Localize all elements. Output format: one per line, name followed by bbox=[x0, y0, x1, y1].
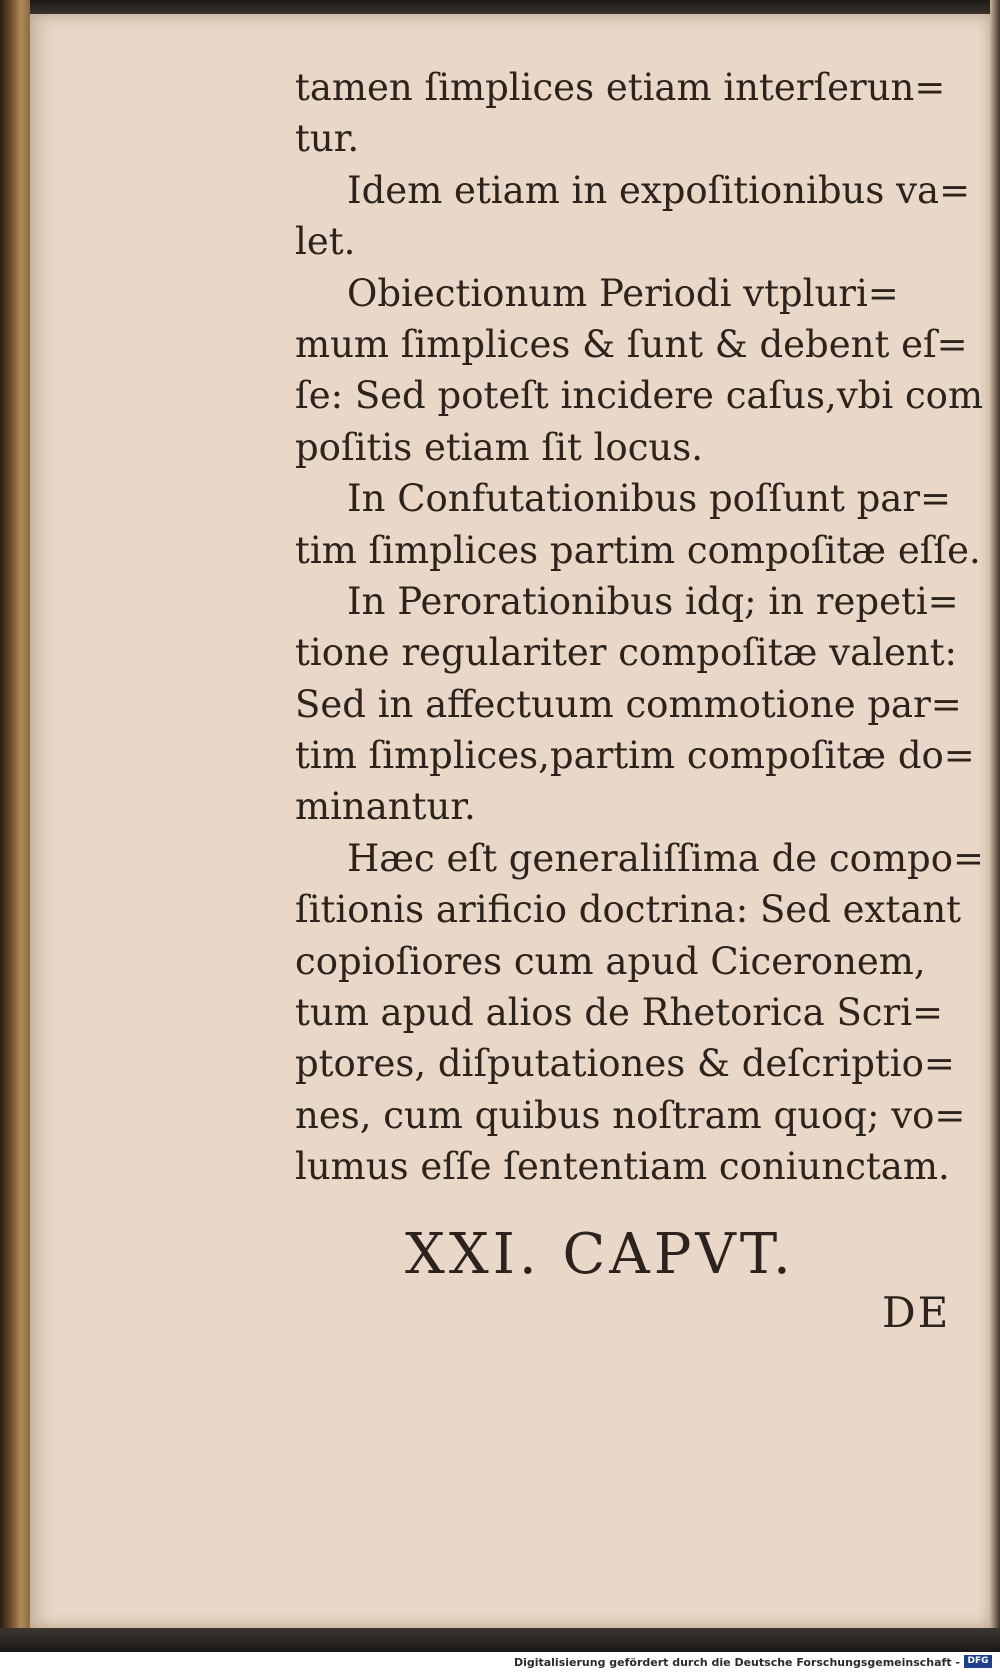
text-line: minantur. bbox=[295, 785, 476, 829]
text-line: tamen ſimplices etiam interſerun= bbox=[295, 66, 946, 109]
text-line: nes, cum quibus noſtram quoq; vo= bbox=[295, 1093, 966, 1137]
chapter-heading: XXI. CAPVT. bbox=[405, 1222, 795, 1287]
text-line: Obiectionum Periodi vtpluri= bbox=[347, 271, 899, 315]
text-line: tim ſimplices partim compoſitæ eſſe. bbox=[295, 528, 981, 572]
text-line: In Confutationibus poſſunt par= bbox=[347, 477, 952, 521]
text-line: lumus eſſe ſententiam coniunctam. bbox=[295, 1145, 950, 1189]
catchword: DE bbox=[882, 1288, 951, 1337]
bottom-page-edge bbox=[0, 1628, 1000, 1652]
text-line: poſitis etiam ſit locus. bbox=[295, 425, 704, 469]
book-binding bbox=[0, 0, 30, 1650]
body-text bbox=[295, 62, 984, 1193]
text-line: tim ſimplices,partim compoſitæ do= bbox=[295, 734, 975, 778]
text-line: mum ſimplices & ſunt & debent eſ= bbox=[295, 322, 968, 366]
text-line: In Perorationibus idq; in repeti= bbox=[347, 579, 959, 623]
text-line: tur. bbox=[295, 117, 360, 161]
text-line: tione regulariter compoſitæ valent: bbox=[295, 631, 958, 675]
text-line: Idem etiam in expoſitionibus va= bbox=[347, 168, 971, 212]
text-line: ſe: Sed poteſt incidere caſus,vbi com bbox=[295, 374, 984, 418]
dfg-logo-icon: DFG bbox=[964, 1655, 992, 1668]
right-page-edge bbox=[990, 0, 1000, 1650]
text-line: Sed in affectuum commotione par= bbox=[295, 682, 962, 726]
text-line: tum apud alios de Rhetorica Scri= bbox=[295, 991, 944, 1035]
top-page-edge bbox=[0, 0, 1000, 14]
text-line: ptores, diſputationes & deſcriptio= bbox=[295, 1042, 955, 1086]
text-line: Hæc eſt generaliſſima de compo= bbox=[347, 836, 984, 880]
text-line: copioſiores cum apud Ciceronem, bbox=[295, 939, 926, 983]
text-line: let. bbox=[295, 220, 356, 264]
funding-credit: Digitalisierung gefördert durch die Deutsche Forschungsgemeinschaft - bbox=[513, 1656, 960, 1669]
text-line: ſitionis arificio doctrina: Sed extant bbox=[295, 888, 962, 932]
